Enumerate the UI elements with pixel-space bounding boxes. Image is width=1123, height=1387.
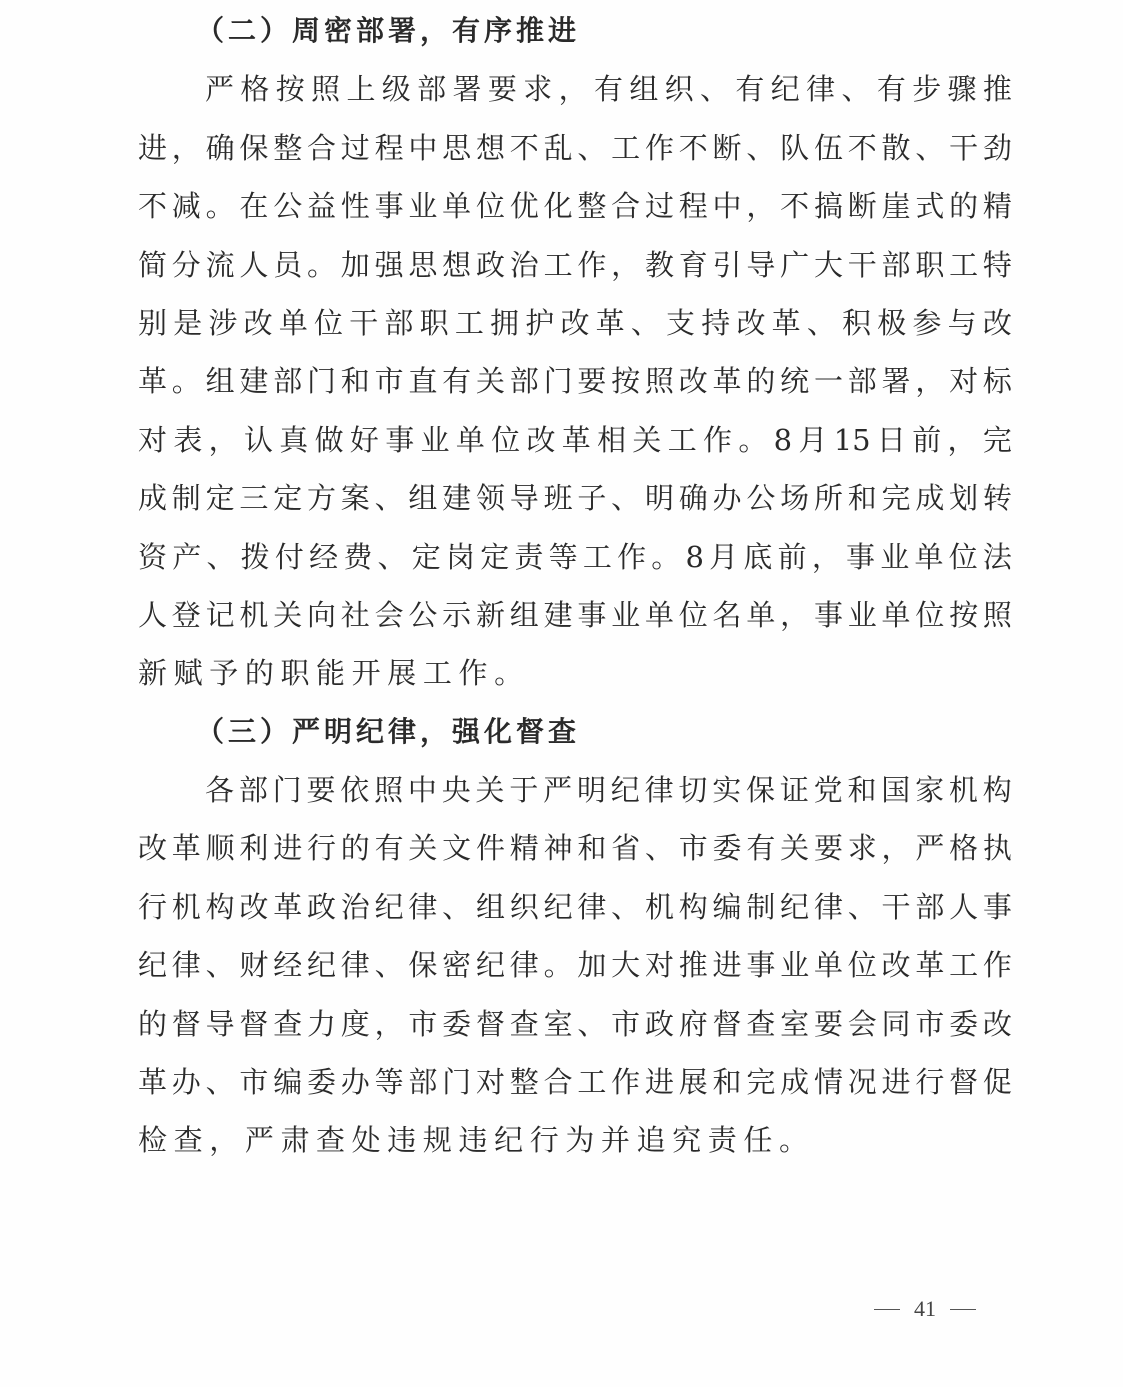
paragraph-line: 检 查 ， 严 肃 查 处 违 规 违 纪 行 为 并 追 究 责 任 。 (138, 1123, 808, 1158)
paragraph-line: 成 制 定 三 定 方 案 、 组 建 领 导 班 子 、 明 确 办 公 场 所 和 完 成 划 转 (138, 481, 1012, 516)
paragraph-line: 各 部 门 要 依 照 中 央 关 于 严 明 纪 律 切 实 保 证 党 和 国 家 机 构 (205, 773, 1012, 808)
page-number-dash-right (950, 1309, 976, 1310)
page-number (874, 1296, 976, 1322)
paragraph-line: 人 登 记 机 关 向 社 会 公 示 新 组 建 事 业 单 位 名 单 ， 事 业 单 位 按 照 (138, 597, 1012, 632)
page-number-dash-left (874, 1309, 900, 1310)
page-number-text: 41 (914, 1296, 936, 1321)
paragraph-line: 简 分 流 人 员 。 加 强 思 想 政 治 工 作 ， 教 育 引 导 广 大 干 部 职 工 特 (138, 247, 1012, 282)
paragraph-line: 革 办 、 市 编 委 办 等 部 门 对 整 合 工 作 进 展 和 完 成 情 况 进 行 督 促 (138, 1065, 1012, 1100)
paragraph-line: 不 减 。 在 公 益 性 事 业 单 位 优 化 整 合 过 程 中 ， 不 搞 断 崖 式 的 精 (138, 189, 1012, 224)
paragraph-line: 纪 律 、 财 经 纪 律 、 保 密 纪 律 。 加 大 对 推 进 事 业 单 位 改 革 工 作 (138, 948, 1012, 983)
paragraph-line: 改 革 顺 利 进 行 的 有 关 文 件 精 神 和 省 、 市 委 有 关 要 求 ， 严 格 执 (138, 831, 1012, 866)
paragraph-line: 行 机 构 改 革 政 治 纪 律 、 组 织 纪 律 、 机 构 编 制 纪 律 、 干 部 人 事 (138, 889, 1012, 924)
paragraph-line: 严 格 按 照 上 级 部 署 要 求 ， 有 组 织 、 有 纪 律 、 有 步 骤 推 (205, 72, 1012, 107)
section-heading: （二）周密部署，有序推进 (196, 14, 581, 47)
paragraph-line: 进 ， 确 保 整 合 过 程 中 思 想 不 乱 、 工 作 不 断 、 队 伍 不 散 、 干 劲 (138, 130, 1012, 165)
document-body (138, 2, 1012, 1170)
paragraph-line: 资 产 、 拨 付 经 费 、 定 岗 定 责 等 工 作 。 8 月 底 前 ， 事 业 单 位 法 (138, 539, 1012, 574)
paragraph-line: 的 督 导 督 查 力 度 ， 市 委 督 查 室 、 市 政 府 督 查 室 要 会 同 市 委 改 (138, 1006, 1012, 1041)
paragraph-line: 新 赋 予 的 职 能 开 展 工 作 。 (138, 656, 524, 691)
section-heading: （三）严明纪律，强化督查 (196, 714, 581, 748)
paragraph-line: 革 。 组 建 部 门 和 市 直 有 关 部 门 要 按 照 改 革 的 统 一 部 署 ， 对 标 (138, 364, 1012, 399)
paragraph-line: 别 是 涉 改 单 位 干 部 职 工 拥 护 改 革 、 支 持 改 革 、 积 极 参 与 改 (138, 305, 1012, 340)
paragraph-line: 对 表 ， 认 真 做 好 事 业 单 位 改 革 相 关 工 作 。 8 月 15 日 前 ， 完 (138, 422, 1012, 457)
